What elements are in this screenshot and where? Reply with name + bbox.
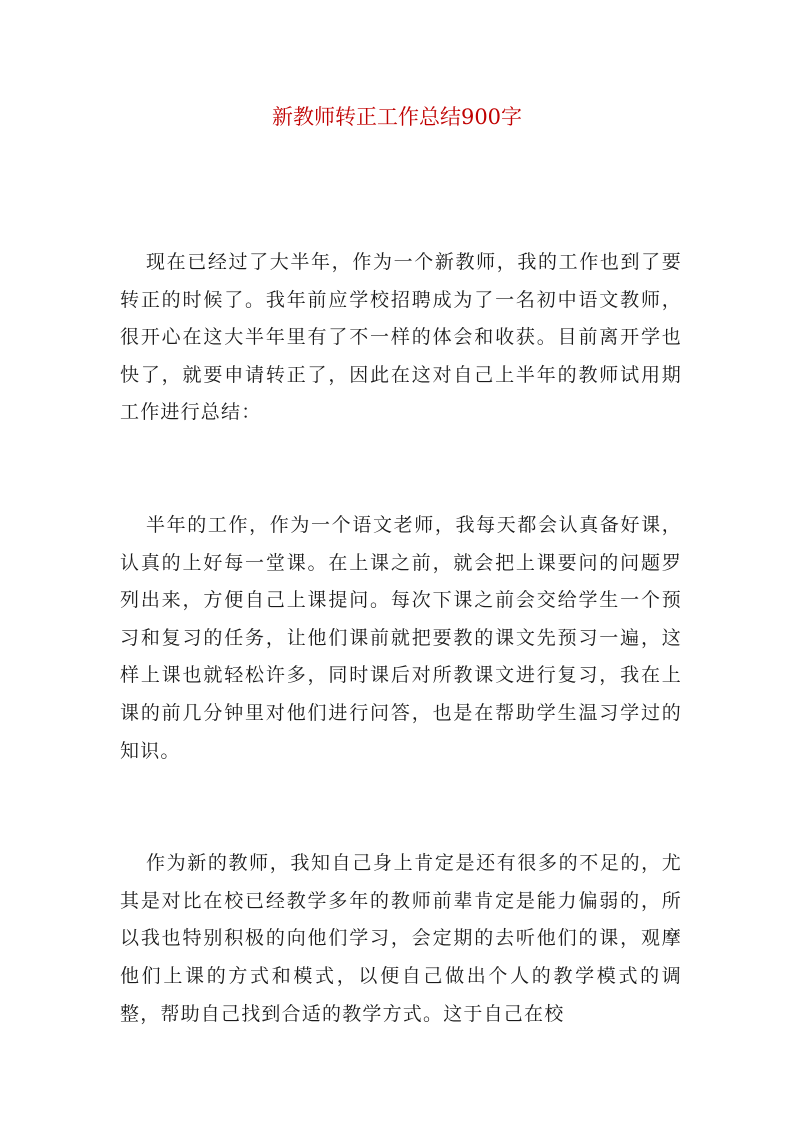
- paragraph-3: 作为新的教师，我知自己身上肯定是还有很多的不足的，尤其是对比在校已经教学多年的教师前辈肯定是能力偏弱的，所以我也特别积极的向他们学习，会定期的去听他们的课，观摩他们上课的方式和模式，以便自己做出个人的教学模式的调整，帮助自己找到合适的教学方式。这于自己在校: [120, 852, 682, 1025]
- document-title: 新教师转正工作总结900字: [271, 105, 523, 129]
- paragraph-2: 半年的工作，作为一个语文老师，我每天都会认真备好课，认真的上好每一堂课。在上课之前，就会把上课要问的问题罗列出来，方便自己上课提问。每次下课之前会交给学生一个预习和复习的任务，让他们课前就把要教的课文先预习一遍，这样上课也就轻松许多，同时课后对所教课文进行复习，我在上课的前几分钟里对他们进行问答，也是在帮助学生温习学过的知识。: [120, 513, 682, 762]
- paragraph-1: 现在已经过了大半年，作为一个新教师，我的工作也到了要转正的时候了。我年前应学校招聘成为了一名初中语文教师，很开心在这大半年里有了不一样的体会和收获。目前离开学也快了，就要申请转正了，因此在这对自己上半年的教师试用期工作进行总结：: [120, 251, 682, 424]
- document-body: [120, 244, 682, 1033]
